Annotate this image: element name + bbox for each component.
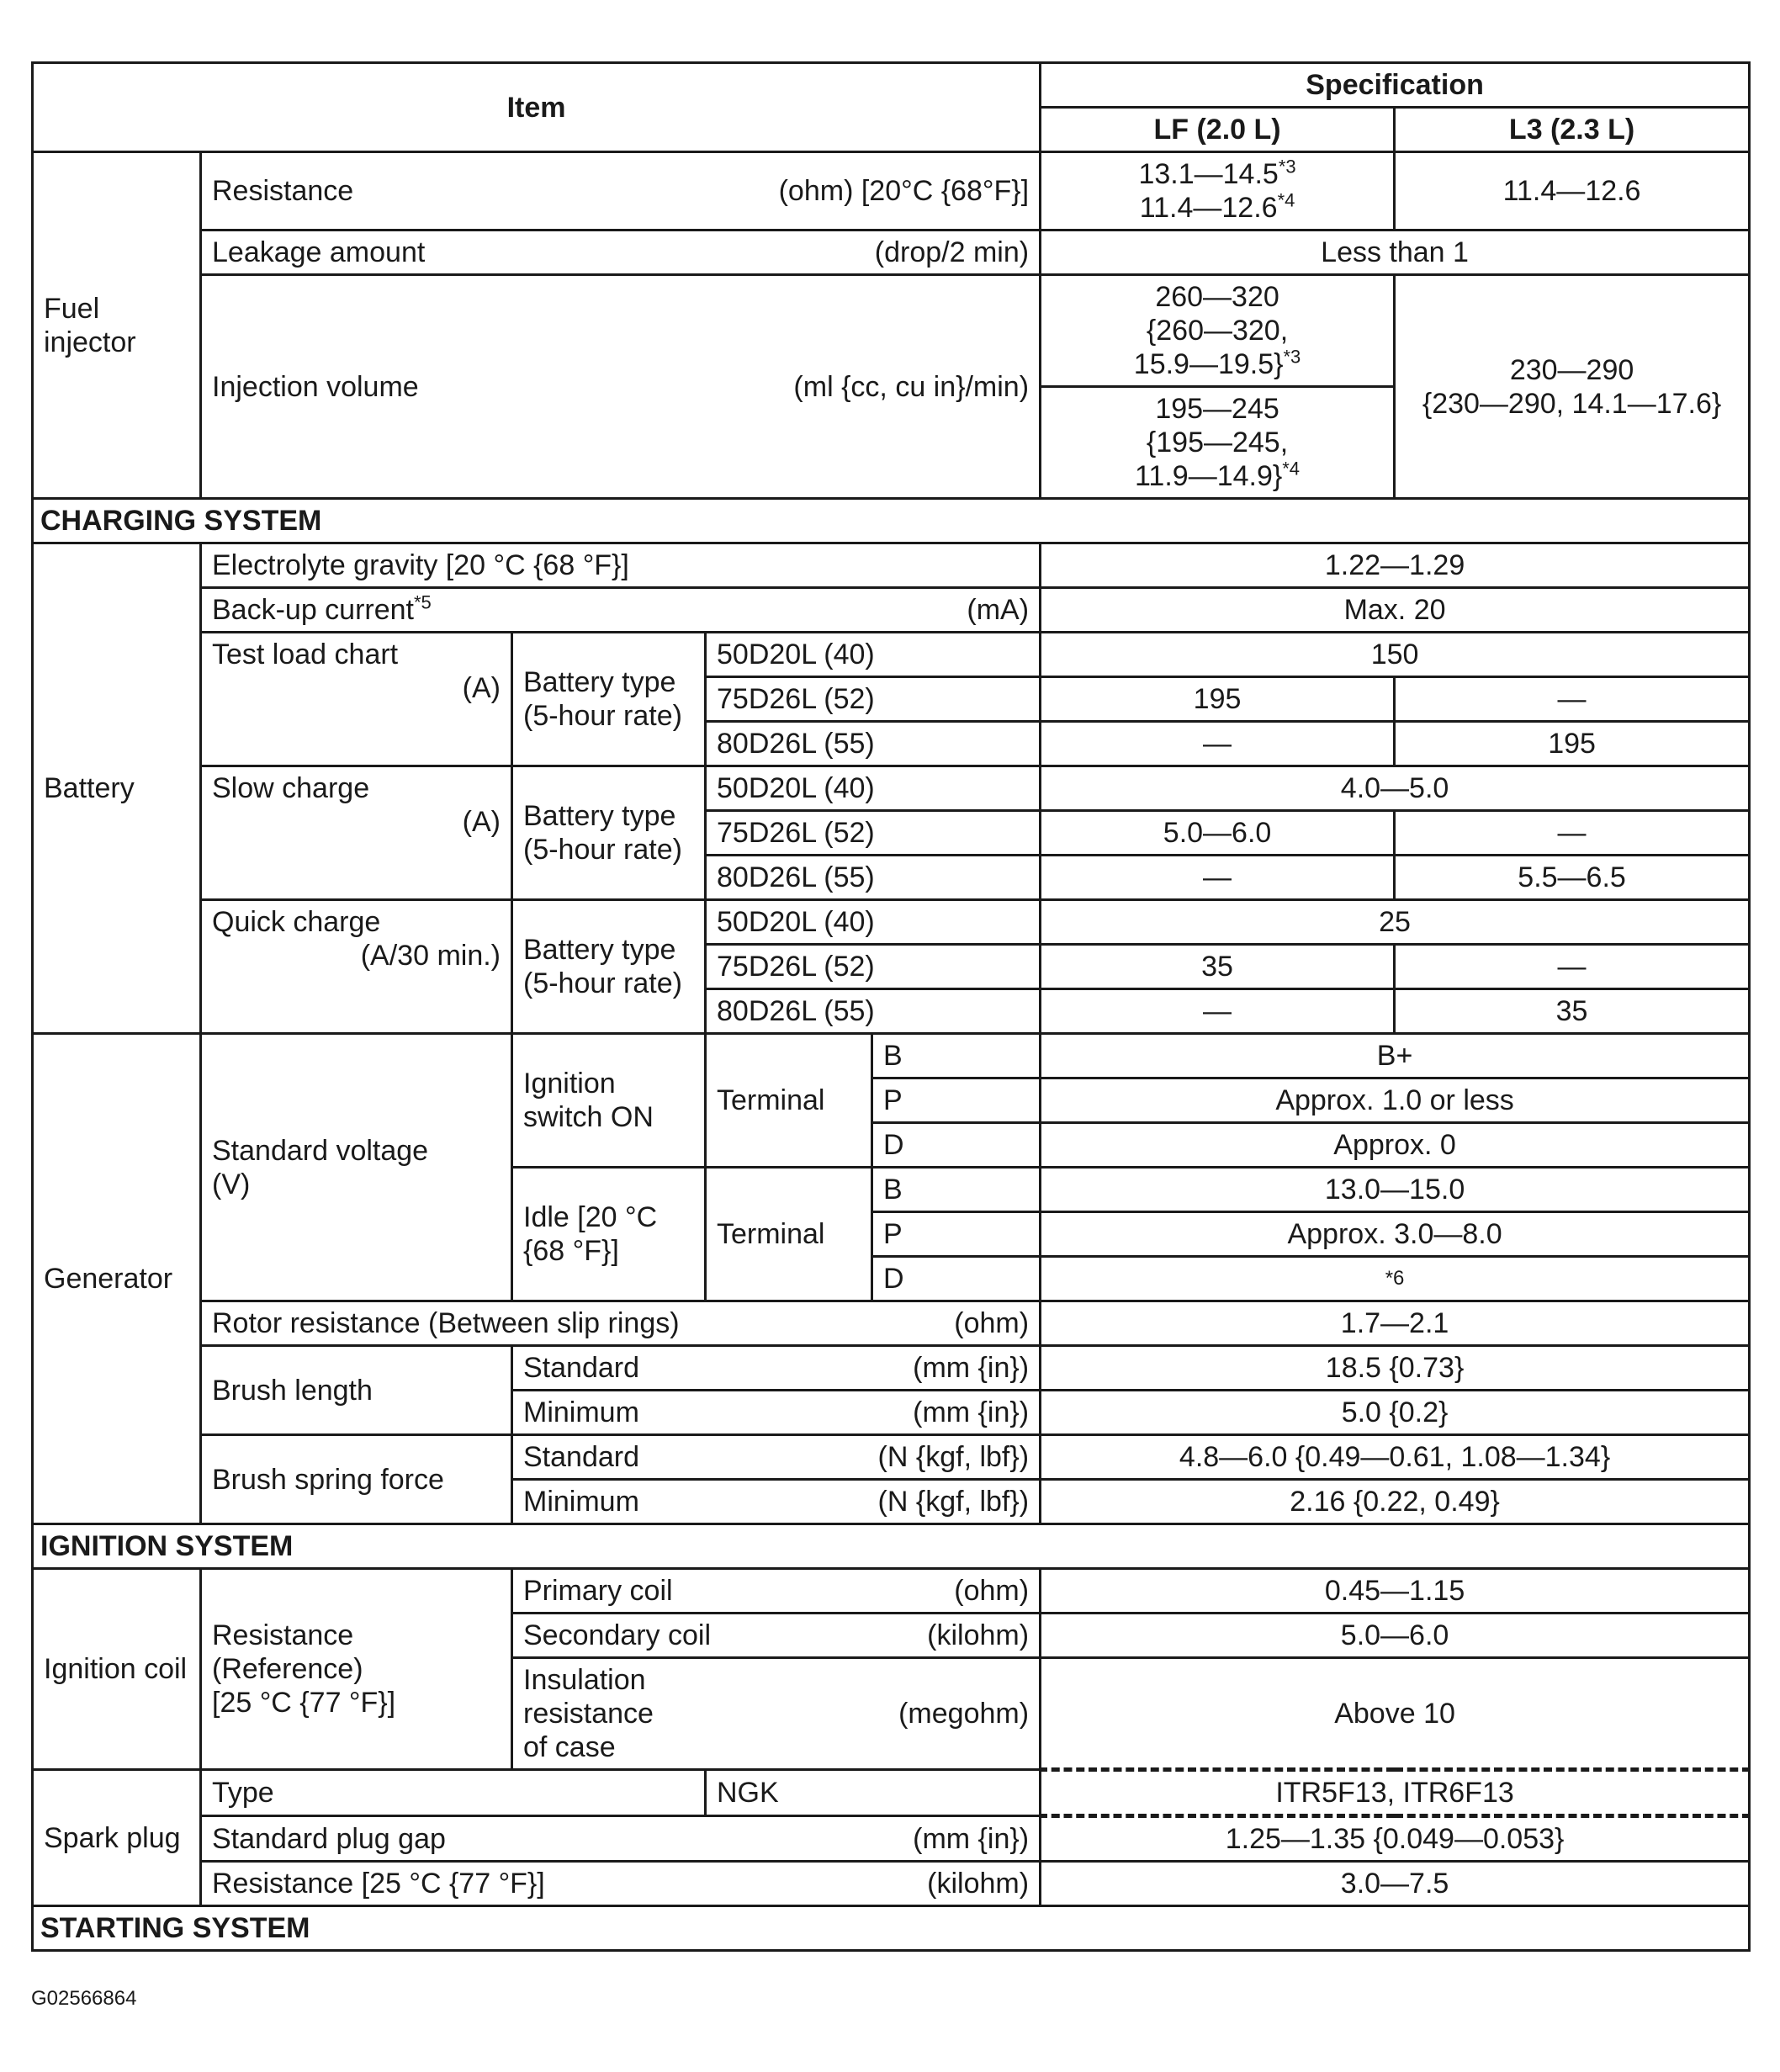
std-voltage-label: Standard voltage	[212, 1134, 429, 1167]
charging-section-title: CHARGING SYSTEM	[33, 499, 1750, 543]
brush-spring-std-label: Standard	[523, 1441, 639, 1473]
battery-type-75d26l: 75D26L (52)	[706, 677, 1041, 722]
slow-charge-unit: (A)	[462, 806, 501, 838]
fuel-resistance-lf-2: 11.4—12.6	[1139, 192, 1278, 224]
ign-value-p: Approx. 1.0 or less	[1041, 1078, 1750, 1123]
idle-label: Idle [20 °C {68 °F}]	[512, 1168, 706, 1301]
test-load-label-cell	[201, 633, 512, 766]
figure-code: G02566864	[31, 1987, 137, 2010]
idle-terminal-p: P	[872, 1212, 1041, 1257]
brush-spring-std-value: 4.8—6.0 {0.49—0.61, 1.08—1.34}	[1041, 1435, 1750, 1480]
ignition-coil-group: Ignition coil	[33, 1569, 201, 1770]
idle-value-p: Approx. 3.0—8.0	[1041, 1212, 1750, 1257]
slow-charge-value-1: 4.0—5.0	[1041, 766, 1750, 811]
slow-charge-label: Slow charge	[212, 772, 370, 804]
primary-coil-label: Primary coil	[523, 1575, 673, 1607]
battery-type-label: Battery type	[523, 666, 676, 698]
battery-backup-value: Max. 20	[1041, 588, 1750, 633]
std-voltage-label-cell	[201, 1034, 512, 1301]
brush-length-std-label: Standard	[523, 1352, 639, 1384]
rotor-value: 1.7—2.1	[1041, 1301, 1750, 1346]
brush-length-unit: (mm {in})	[913, 1352, 1030, 1384]
coil-resistance-label-2: (Reference)	[212, 1653, 363, 1685]
brush-length-unit: (mm {in})	[913, 1396, 1030, 1428]
fuel-injection-lf-b3: 11.9—14.9}	[1135, 460, 1283, 492]
quick-charge-label-cell	[201, 900, 512, 1034]
secondary-coil-cell	[512, 1614, 1041, 1658]
std-voltage-unit: (V)	[212, 1168, 251, 1200]
insulation-label-3: of case	[523, 1731, 616, 1763]
ign-value-b: B+	[1041, 1034, 1750, 1078]
slow-charge-label-cell	[201, 766, 512, 900]
battery-type-75d26l: 75D26L (52)	[706, 811, 1041, 856]
ign-value-d: Approx. 0	[1041, 1123, 1750, 1168]
ignition-section-title: IGNITION SYSTEM	[33, 1524, 1750, 1569]
coil-resistance-label-3: [25 °C {77 °F}]	[212, 1687, 396, 1719]
insulation-cell	[512, 1658, 1041, 1770]
fuel-injection-label-cell	[201, 275, 1041, 499]
battery-gravity-label: Electrolyte gravity [20 °C {68 °F}]	[201, 543, 1041, 588]
brush-spring-min-value: 2.16 {0.22, 0.49}	[1041, 1480, 1750, 1524]
fuel-leakage-value: Less than 1	[1041, 231, 1750, 275]
brush-length-min-label: Minimum	[523, 1396, 639, 1428]
brush-spring-min-label: Minimum	[523, 1486, 639, 1518]
quick-charge-lf-3: —	[1041, 989, 1395, 1034]
quick-charge-l3-3: 35	[1395, 989, 1750, 1034]
spark-type-row	[33, 1770, 1750, 1816]
quick-charge-row-1	[33, 900, 1750, 945]
insulation-label-1: Insulation	[523, 1664, 646, 1696]
fuel-injection-l3	[1395, 275, 1750, 499]
header-l3: L3 (2.3 L)	[1395, 108, 1750, 152]
note-4: *4	[1277, 189, 1295, 211]
battery-type-50d20l: 50D20L (40)	[706, 900, 1041, 945]
battery-type-label: Battery type	[523, 800, 676, 832]
slow-charge-battery-type	[512, 766, 706, 900]
idle-terminal-b: B	[872, 1168, 1041, 1212]
ign-terminal-b: B	[872, 1034, 1041, 1078]
idle-value-b: 13.0—15.0	[1041, 1168, 1750, 1212]
fuel-resistance-lf-1: 13.1—14.5	[1138, 158, 1279, 190]
spark-gap-unit: (mm {in})	[913, 1822, 1030, 1855]
primary-coil-row	[33, 1569, 1750, 1614]
note-3: *3	[1278, 156, 1296, 178]
slow-charge-lf-3: —	[1041, 856, 1395, 900]
primary-coil-unit: (ohm)	[954, 1575, 1030, 1607]
starting-section-title: STARTING SYSTEM	[33, 1906, 1750, 1951]
ign-terminal-d: D	[872, 1123, 1041, 1168]
secondary-coil-label: Secondary coil	[523, 1619, 712, 1651]
slow-charge-lf-2: 5.0—6.0	[1041, 811, 1395, 856]
battery-backup-row	[33, 588, 1750, 633]
test-load-l3-2: —	[1395, 677, 1750, 722]
spark-type-brand: NGK	[706, 1770, 1041, 1816]
brush-length-std-cell	[512, 1346, 1041, 1391]
insulation-unit: (megohm)	[898, 1698, 1030, 1730]
secondary-coil-value: 5.0—6.0	[1041, 1614, 1750, 1658]
primary-coil-value: 0.45—1.15	[1041, 1569, 1750, 1614]
spark-resistance-label: Resistance [25 °C {77 °F}]	[212, 1868, 545, 1900]
brush-spring-unit: (N {kgf, lbf})	[877, 1441, 1030, 1473]
battery-gravity-value: 1.22—1.29	[1041, 543, 1750, 588]
ignition-section-row	[33, 1524, 1750, 1569]
primary-coil-cell	[512, 1569, 1041, 1614]
battery-type-80d26l: 80D26L (55)	[706, 722, 1041, 766]
specification-table	[31, 61, 1751, 1952]
brush-spring-label: Brush spring force	[201, 1435, 512, 1524]
fuel-resistance-lf	[1041, 152, 1395, 231]
ign-terminal-p: P	[872, 1078, 1041, 1123]
brush-length-min-value: 5.0 {0.2}	[1041, 1391, 1750, 1435]
quick-charge-battery-type	[512, 900, 706, 1034]
battery-type-80d26l: 80D26L (55)	[706, 856, 1041, 900]
brush-spring-std-row	[33, 1435, 1750, 1480]
battery-rate-label: (5-hour rate)	[523, 967, 682, 999]
fuel-leakage-label-cell	[201, 231, 1041, 275]
spark-gap-cell	[201, 1816, 1041, 1862]
header-lf: LF (2.0 L)	[1041, 108, 1395, 152]
battery-backup-label: Back-up current	[212, 594, 414, 626]
ign-on-label: Ignition switch ON	[512, 1034, 706, 1168]
brush-length-min-cell	[512, 1391, 1041, 1435]
starting-section-row	[33, 1906, 1750, 1951]
fuel-injection-lf-b	[1041, 387, 1395, 499]
fuel-injection-row	[33, 275, 1750, 387]
fuel-injection-l3-1: 230—290	[1509, 353, 1634, 386]
fuel-resistance-l3: 11.4—12.6	[1395, 152, 1750, 231]
coil-resistance-label-1: Resistance	[212, 1619, 354, 1651]
rotor-label-cell	[201, 1301, 1041, 1346]
idle-terminal-d: D	[872, 1257, 1041, 1301]
quick-charge-value-1: 25	[1041, 900, 1750, 945]
spark-gap-label: Standard plug gap	[212, 1822, 446, 1855]
fuel-leakage-row	[33, 231, 1750, 275]
rotor-row	[33, 1301, 1750, 1346]
battery-type-50d20l: 50D20L (40)	[706, 633, 1041, 677]
fuel-resistance-unit: (ohm) [20°C {68°F}]	[778, 175, 1030, 207]
spark-resistance-row	[33, 1862, 1750, 1906]
charging-section-row	[33, 499, 1750, 543]
spark-type-value: ITR5F13, ITR6F13	[1041, 1770, 1750, 1816]
battery-type-75d26l: 75D26L (52)	[706, 945, 1041, 989]
secondary-coil-unit: (kilohm)	[927, 1619, 1030, 1651]
test-load-label: Test load chart	[212, 639, 399, 670]
slow-charge-l3-3: 5.5—6.5	[1395, 856, 1750, 900]
insulation-value: Above 10	[1041, 1658, 1750, 1770]
spark-plug-group: Spark plug	[33, 1770, 201, 1906]
brush-length-std-row	[33, 1346, 1750, 1391]
battery-rate-label: (5-hour rate)	[523, 700, 682, 732]
brush-length-label: Brush length	[201, 1346, 512, 1435]
battery-type-50d20l: 50D20L (40)	[706, 766, 1041, 811]
brush-length-std-value: 18.5 {0.73}	[1041, 1346, 1750, 1391]
brush-spring-std-cell	[512, 1435, 1041, 1480]
test-load-unit: (A)	[462, 672, 501, 704]
fuel-injection-l3-2: {230—290, 14.1—17.6}	[1422, 387, 1722, 420]
test-load-battery-type	[512, 633, 706, 766]
slow-charge-row-1	[33, 766, 1750, 811]
fuel-injector-group: Fuel injector	[33, 152, 201, 499]
fuel-resistance-row	[33, 152, 1750, 231]
test-load-value-1: 150	[1041, 633, 1750, 677]
rotor-unit: (ohm)	[954, 1307, 1030, 1339]
fuel-resistance-label: Resistance	[212, 175, 354, 207]
spark-resistance-value: 3.0—7.5	[1041, 1862, 1750, 1906]
fuel-injection-lf-a3: 15.9—19.5}	[1133, 348, 1284, 380]
fuel-injection-lf-a2: {260—320,	[1146, 315, 1289, 347]
ign-terminal-label: Terminal	[706, 1034, 872, 1168]
test-load-l3-3: 195	[1395, 722, 1750, 766]
slow-charge-l3-2: —	[1395, 811, 1750, 856]
test-load-row-1	[33, 633, 1750, 677]
header-row	[33, 63, 1750, 108]
gen-ign-b-row	[33, 1034, 1750, 1078]
fuel-injection-lf-a	[1041, 275, 1395, 387]
spark-resistance-unit: (kilohm)	[927, 1868, 1030, 1900]
fuel-injection-unit: (ml {cc, cu in}/min)	[793, 370, 1030, 403]
fuel-injection-label: Injection volume	[212, 370, 419, 403]
header-item: Item	[33, 63, 1041, 152]
note-4b: *4	[1282, 458, 1301, 480]
battery-backup-unit: (mA)	[967, 594, 1030, 626]
battery-gravity-row	[33, 543, 1750, 588]
spark-gap-value: 1.25—1.35 {0.049—0.053}	[1041, 1816, 1750, 1862]
spark-gap-row	[33, 1816, 1750, 1862]
quick-charge-label: Quick charge	[212, 906, 381, 938]
insulation-label-2: resistance	[523, 1698, 654, 1730]
coil-resistance-label-cell	[201, 1569, 512, 1770]
fuel-leakage-label: Leakage amount	[212, 236, 426, 268]
battery-group: Battery	[33, 543, 201, 1034]
brush-spring-unit: (N {kgf, lbf})	[877, 1486, 1030, 1518]
quick-charge-l3-2: —	[1395, 945, 1750, 989]
spark-resistance-cell	[201, 1862, 1041, 1906]
battery-type-label: Battery type	[523, 934, 676, 966]
rotor-label: Rotor resistance (Between slip rings)	[212, 1307, 680, 1339]
test-load-lf-3: —	[1041, 722, 1395, 766]
note-3b: *3	[1283, 346, 1301, 368]
fuel-injection-lf-a1: 260—320	[1155, 281, 1279, 313]
note-5: *5	[414, 591, 432, 613]
quick-charge-unit: (A/30 min.)	[360, 940, 501, 972]
spark-type-label: Type	[201, 1770, 706, 1816]
battery-rate-label: (5-hour rate)	[523, 834, 682, 866]
battery-backup-label-cell	[201, 588, 1041, 633]
idle-terminal-label: Terminal	[706, 1168, 872, 1301]
idle-value-d: *6	[1041, 1257, 1750, 1301]
fuel-injection-lf-b2: {195—245,	[1146, 427, 1289, 458]
quick-charge-lf-2: 35	[1041, 945, 1395, 989]
header-specification: Specification	[1041, 63, 1750, 108]
fuel-resistance-label-cell	[201, 152, 1041, 231]
fuel-leakage-unit: (drop/2 min)	[874, 236, 1030, 268]
test-load-lf-2: 195	[1041, 677, 1395, 722]
brush-spring-min-cell	[512, 1480, 1041, 1524]
battery-type-80d26l: 80D26L (55)	[706, 989, 1041, 1034]
generator-group: Generator	[33, 1034, 201, 1524]
fuel-injection-lf-b1: 195—245	[1155, 393, 1279, 425]
